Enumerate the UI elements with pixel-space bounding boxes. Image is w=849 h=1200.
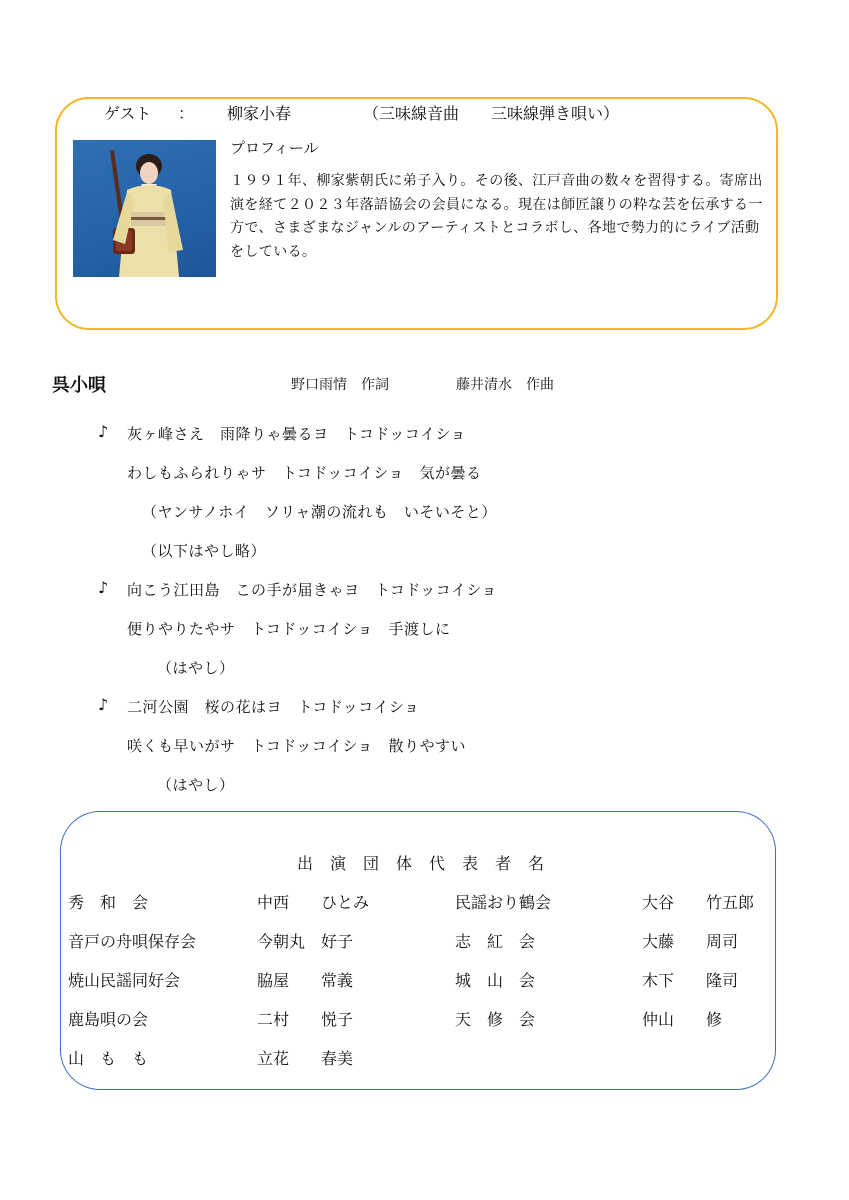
guest-label: ゲスト — [104, 104, 152, 123]
lyric-line: （はやし） — [157, 659, 235, 677]
profile-line: 方で、さまざまなジャンルのアーティストとコラボし、各地で勢力的にライブ活動 — [230, 220, 760, 236]
profile-text — [230, 170, 763, 264]
profile-line: 演を経て２０２３年落語協会の会員になる。現在は師匠譲りの粋な芸を伝承する一 — [230, 196, 763, 213]
representative-name: 大藤 周司 — [642, 932, 739, 951]
profile-title: プロフィール — [230, 139, 319, 157]
profile-line: １９９１年、柳家紫朝氏に弟子入り。その後、江戸音曲の数々を習得する。寄席出 — [230, 173, 763, 189]
lyric-line: 二河公園 桜の花はヨ トコドッコイショ — [127, 698, 420, 716]
guest-name: 柳家小春 — [227, 104, 292, 123]
representative-name: 今朝丸 好子 — [257, 932, 354, 951]
guest-photo — [73, 140, 216, 277]
representative-name: 二村 悦子 — [257, 1010, 354, 1029]
lyric-line: わしもふられりゃサ トコドッコイショ 気が曇る — [127, 464, 482, 482]
lyric-line: （以下はやし略） — [142, 542, 267, 560]
group-name: 音戸の舟唄保存会 — [68, 932, 197, 951]
group-name: 鹿島唄の会 — [68, 1010, 149, 1029]
representative-name: 脇屋 常義 — [257, 971, 354, 990]
performers-heading: 出演団体代表者名 — [297, 854, 562, 873]
guest-role: （三味線音曲 三味線弾き唄い） — [363, 104, 620, 123]
song-title: 呉小唄 — [52, 375, 106, 396]
music-note-icon: ♪ — [98, 578, 109, 597]
group-name: 天 修 会 — [455, 1010, 536, 1029]
song-composer: 藤井清水 作曲 — [456, 377, 554, 393]
music-note-icon: ♪ — [98, 695, 109, 714]
lyric-line: （はやし） — [157, 776, 235, 794]
lyric-line: （ヤンサノホイ ソリャ潮の流れも いそいそと） — [142, 503, 497, 521]
group-name: 城 山 会 — [455, 971, 536, 990]
representative-name: 大谷 竹五郎 — [642, 893, 755, 912]
song-lyricist: 野口雨情 作詞 — [291, 377, 389, 393]
music-note-icon: ♪ — [98, 422, 109, 441]
kimono-woman-illustration — [73, 140, 216, 277]
lyric-line: 向こう江田島 この手が届きゃヨ トコドッコイショ — [127, 581, 498, 599]
group-name: 焼山民謡同好会 — [68, 971, 181, 990]
group-name: 志 紅 会 — [455, 932, 536, 951]
representative-name: 立花 春美 — [257, 1049, 354, 1068]
representative-name: 木下 隆司 — [642, 971, 739, 990]
representative-name: 中西 ひとみ — [257, 893, 370, 912]
lyric-line: 咲くも早いがサ トコドッコイショ 散りやすい — [127, 737, 467, 755]
group-name: 民謡おり鶴会 — [455, 893, 552, 912]
group-name: 山 も も — [68, 1049, 149, 1068]
guest-colon: ： — [178, 104, 195, 123]
lyric-line: 便りやりたやサ トコドッコイショ 手渡しに — [127, 620, 451, 638]
group-name: 秀 和 会 — [68, 893, 149, 912]
representative-name: 仲山 修 — [642, 1010, 723, 1029]
profile-line: をしている。 — [230, 243, 317, 260]
lyric-line: 灰ヶ峰さえ 雨降りゃ曇るヨ トコドッコイショ — [127, 425, 467, 443]
